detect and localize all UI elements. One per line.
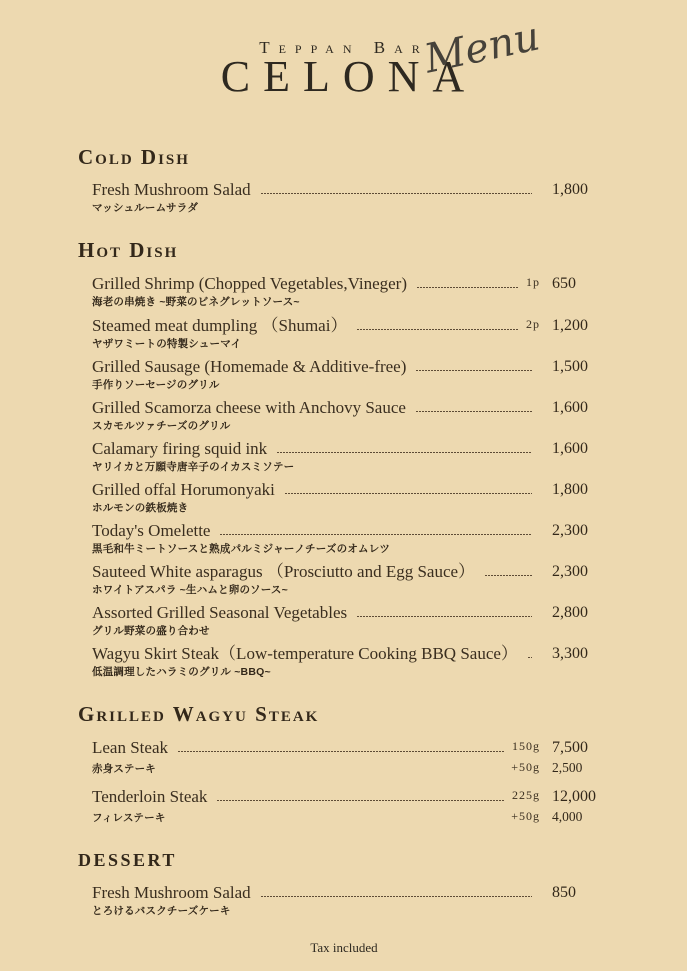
item-row xyxy=(92,314,610,336)
item-row xyxy=(92,520,610,541)
item-name: Grilled Shrimp (Chopped Vegetables,Vineger) xyxy=(92,274,407,293)
dotted-leader xyxy=(528,657,532,658)
item-name-jp: 手作りソーセージのグリル xyxy=(92,379,220,391)
dotted-leader xyxy=(357,329,518,330)
brand-script-menu: Menu xyxy=(420,13,544,83)
item-row xyxy=(92,561,610,582)
item-row xyxy=(92,272,610,294)
item-price: 2,300 xyxy=(552,522,588,539)
extra-price: 2,500 xyxy=(552,760,583,775)
item-name-jp: スカモルツァチーズのグリル xyxy=(92,420,231,432)
item-name: Steamed meat dumpling （Shumai） xyxy=(92,316,348,335)
item-name: Calamary firing squid ink xyxy=(92,439,268,458)
item-name-jp: マッシュルームサラダ xyxy=(92,202,199,214)
dotted-leader xyxy=(285,493,532,494)
dotted-leader xyxy=(261,896,532,897)
item-name-jp: フィレステーキ xyxy=(92,812,166,824)
item-name-jp: 黒毛和牛ミートソースと熟成パルミジャーノチーズのオムレツ xyxy=(92,543,391,555)
item-name-jp: ヤリイカと万願寺唐辛子のイカスミソテー xyxy=(92,461,295,473)
menu-item xyxy=(92,314,610,351)
menu-item xyxy=(92,602,610,638)
dotted-leader xyxy=(416,411,532,412)
item-row xyxy=(92,179,610,200)
item-name-jp: ヤザワミートの特製シューマイ xyxy=(92,338,242,350)
dotted-leader xyxy=(485,575,532,576)
item-row xyxy=(92,479,610,500)
dotted-leader xyxy=(357,616,532,617)
item-name: Grilled offal Horumonyaki xyxy=(92,480,275,499)
menu-item xyxy=(92,179,610,215)
section-items xyxy=(78,882,610,918)
item-price: 1,600 xyxy=(552,399,588,416)
brand-name: CELONA xyxy=(220,52,478,101)
item-row xyxy=(92,882,610,903)
item-price: 3,300 xyxy=(552,645,588,662)
item-name: Grilled Scamorza cheese with Anchovy Sauce xyxy=(92,398,406,417)
item-name-jp: グリル野菜の盛り合わせ xyxy=(92,625,210,637)
section-title: Hot Dish xyxy=(78,238,179,262)
extra-price: 4,000 xyxy=(552,809,583,824)
item-name-jp: ホワイトアスパラ ~生ハムと卵のソース~ xyxy=(92,584,288,596)
section-title: DESSERT xyxy=(78,850,177,870)
section-dessert xyxy=(78,847,610,918)
section-items xyxy=(78,736,610,825)
dotted-leader xyxy=(261,193,532,194)
item-name: Sauteed White asparagus （Prosciutto and Egg Sauce） xyxy=(92,562,476,581)
item-name-jp: 海老の串焼き ~野菜のビネグレットソース~ xyxy=(92,296,300,308)
item-portion: 225g xyxy=(512,788,540,802)
item-portion: 1p xyxy=(526,275,540,289)
extra-portion: +50g xyxy=(511,809,540,823)
tax-note: Tax included xyxy=(310,940,378,955)
dotted-leader xyxy=(220,534,532,535)
item-price: 1,800 xyxy=(552,181,588,198)
item-name-jp: とろけるバスクチーズケーキ xyxy=(92,905,231,917)
item-name: Assorted Grilled Seasonal Vegetables xyxy=(92,603,348,622)
extra-portion: +50g xyxy=(511,760,540,774)
item-name-jp: ホルモンの鉄板焼き xyxy=(92,502,189,514)
menu-item xyxy=(92,882,610,918)
menu-item xyxy=(92,561,610,597)
dotted-leader xyxy=(416,370,532,371)
section-items xyxy=(78,272,610,679)
extra-price-row xyxy=(92,760,610,776)
extra-price-row xyxy=(92,809,610,825)
menu-header xyxy=(174,13,544,120)
item-price: 7,500 xyxy=(552,739,588,756)
item-price: 2,800 xyxy=(552,604,588,621)
section-hot-dish xyxy=(78,237,610,679)
item-price: 1,800 xyxy=(552,481,588,498)
item-price: 12,000 xyxy=(552,788,596,805)
section-items xyxy=(78,179,610,215)
menu-item xyxy=(92,736,610,776)
item-portion: 2p xyxy=(526,317,540,331)
item-name: Fresh Mushroom Salad xyxy=(92,180,251,199)
item-price: 1,600 xyxy=(552,440,588,457)
item-price: 850 xyxy=(552,884,576,901)
item-row xyxy=(92,736,610,758)
item-row xyxy=(92,438,610,459)
dotted-leader xyxy=(277,452,532,453)
section-cold-dish xyxy=(78,144,610,215)
menu-item xyxy=(92,520,610,556)
item-name: Fresh Mushroom Salad xyxy=(92,883,251,902)
menu-item xyxy=(92,785,610,825)
item-row xyxy=(92,602,610,623)
dotted-leader xyxy=(417,287,518,288)
item-row xyxy=(92,785,610,807)
item-price: 1,200 xyxy=(552,317,588,334)
dotted-leader xyxy=(178,751,504,752)
menu-item xyxy=(92,479,610,515)
menu-item xyxy=(92,438,610,474)
item-portion: 150g xyxy=(512,739,540,753)
menu-item xyxy=(92,643,610,679)
dotted-leader xyxy=(217,800,504,801)
item-name: Wagyu Skirt Steak（Low-temperature Cooking BBQ Sauce） xyxy=(92,644,518,663)
brand-subtitle: Teppan Bar xyxy=(259,38,429,57)
item-name: Today's Omelette xyxy=(92,521,211,540)
section-title: Grilled Wagyu Steak xyxy=(78,702,320,726)
item-row xyxy=(92,356,610,377)
section-title: Cold Dish xyxy=(78,145,190,169)
item-name-jp: 赤身ステーキ xyxy=(92,763,156,775)
item-price: 2,300 xyxy=(552,563,588,580)
item-name: Lean Steak xyxy=(92,738,168,757)
item-row xyxy=(92,397,610,418)
item-price: 1,500 xyxy=(552,358,588,375)
item-name-jp: 低温調理したハラミのグリル ~BBQ~ xyxy=(92,666,271,678)
menu-item xyxy=(92,356,610,392)
section-grilled-wagyu-steak xyxy=(78,701,610,825)
menu-item xyxy=(92,272,610,309)
item-name: Grilled Sausage (Homemade & Additive-free) xyxy=(92,357,407,376)
item-name: Tenderloin Steak xyxy=(92,787,208,806)
item-row xyxy=(92,643,610,664)
menu-item xyxy=(92,397,610,433)
item-price: 650 xyxy=(552,275,576,292)
